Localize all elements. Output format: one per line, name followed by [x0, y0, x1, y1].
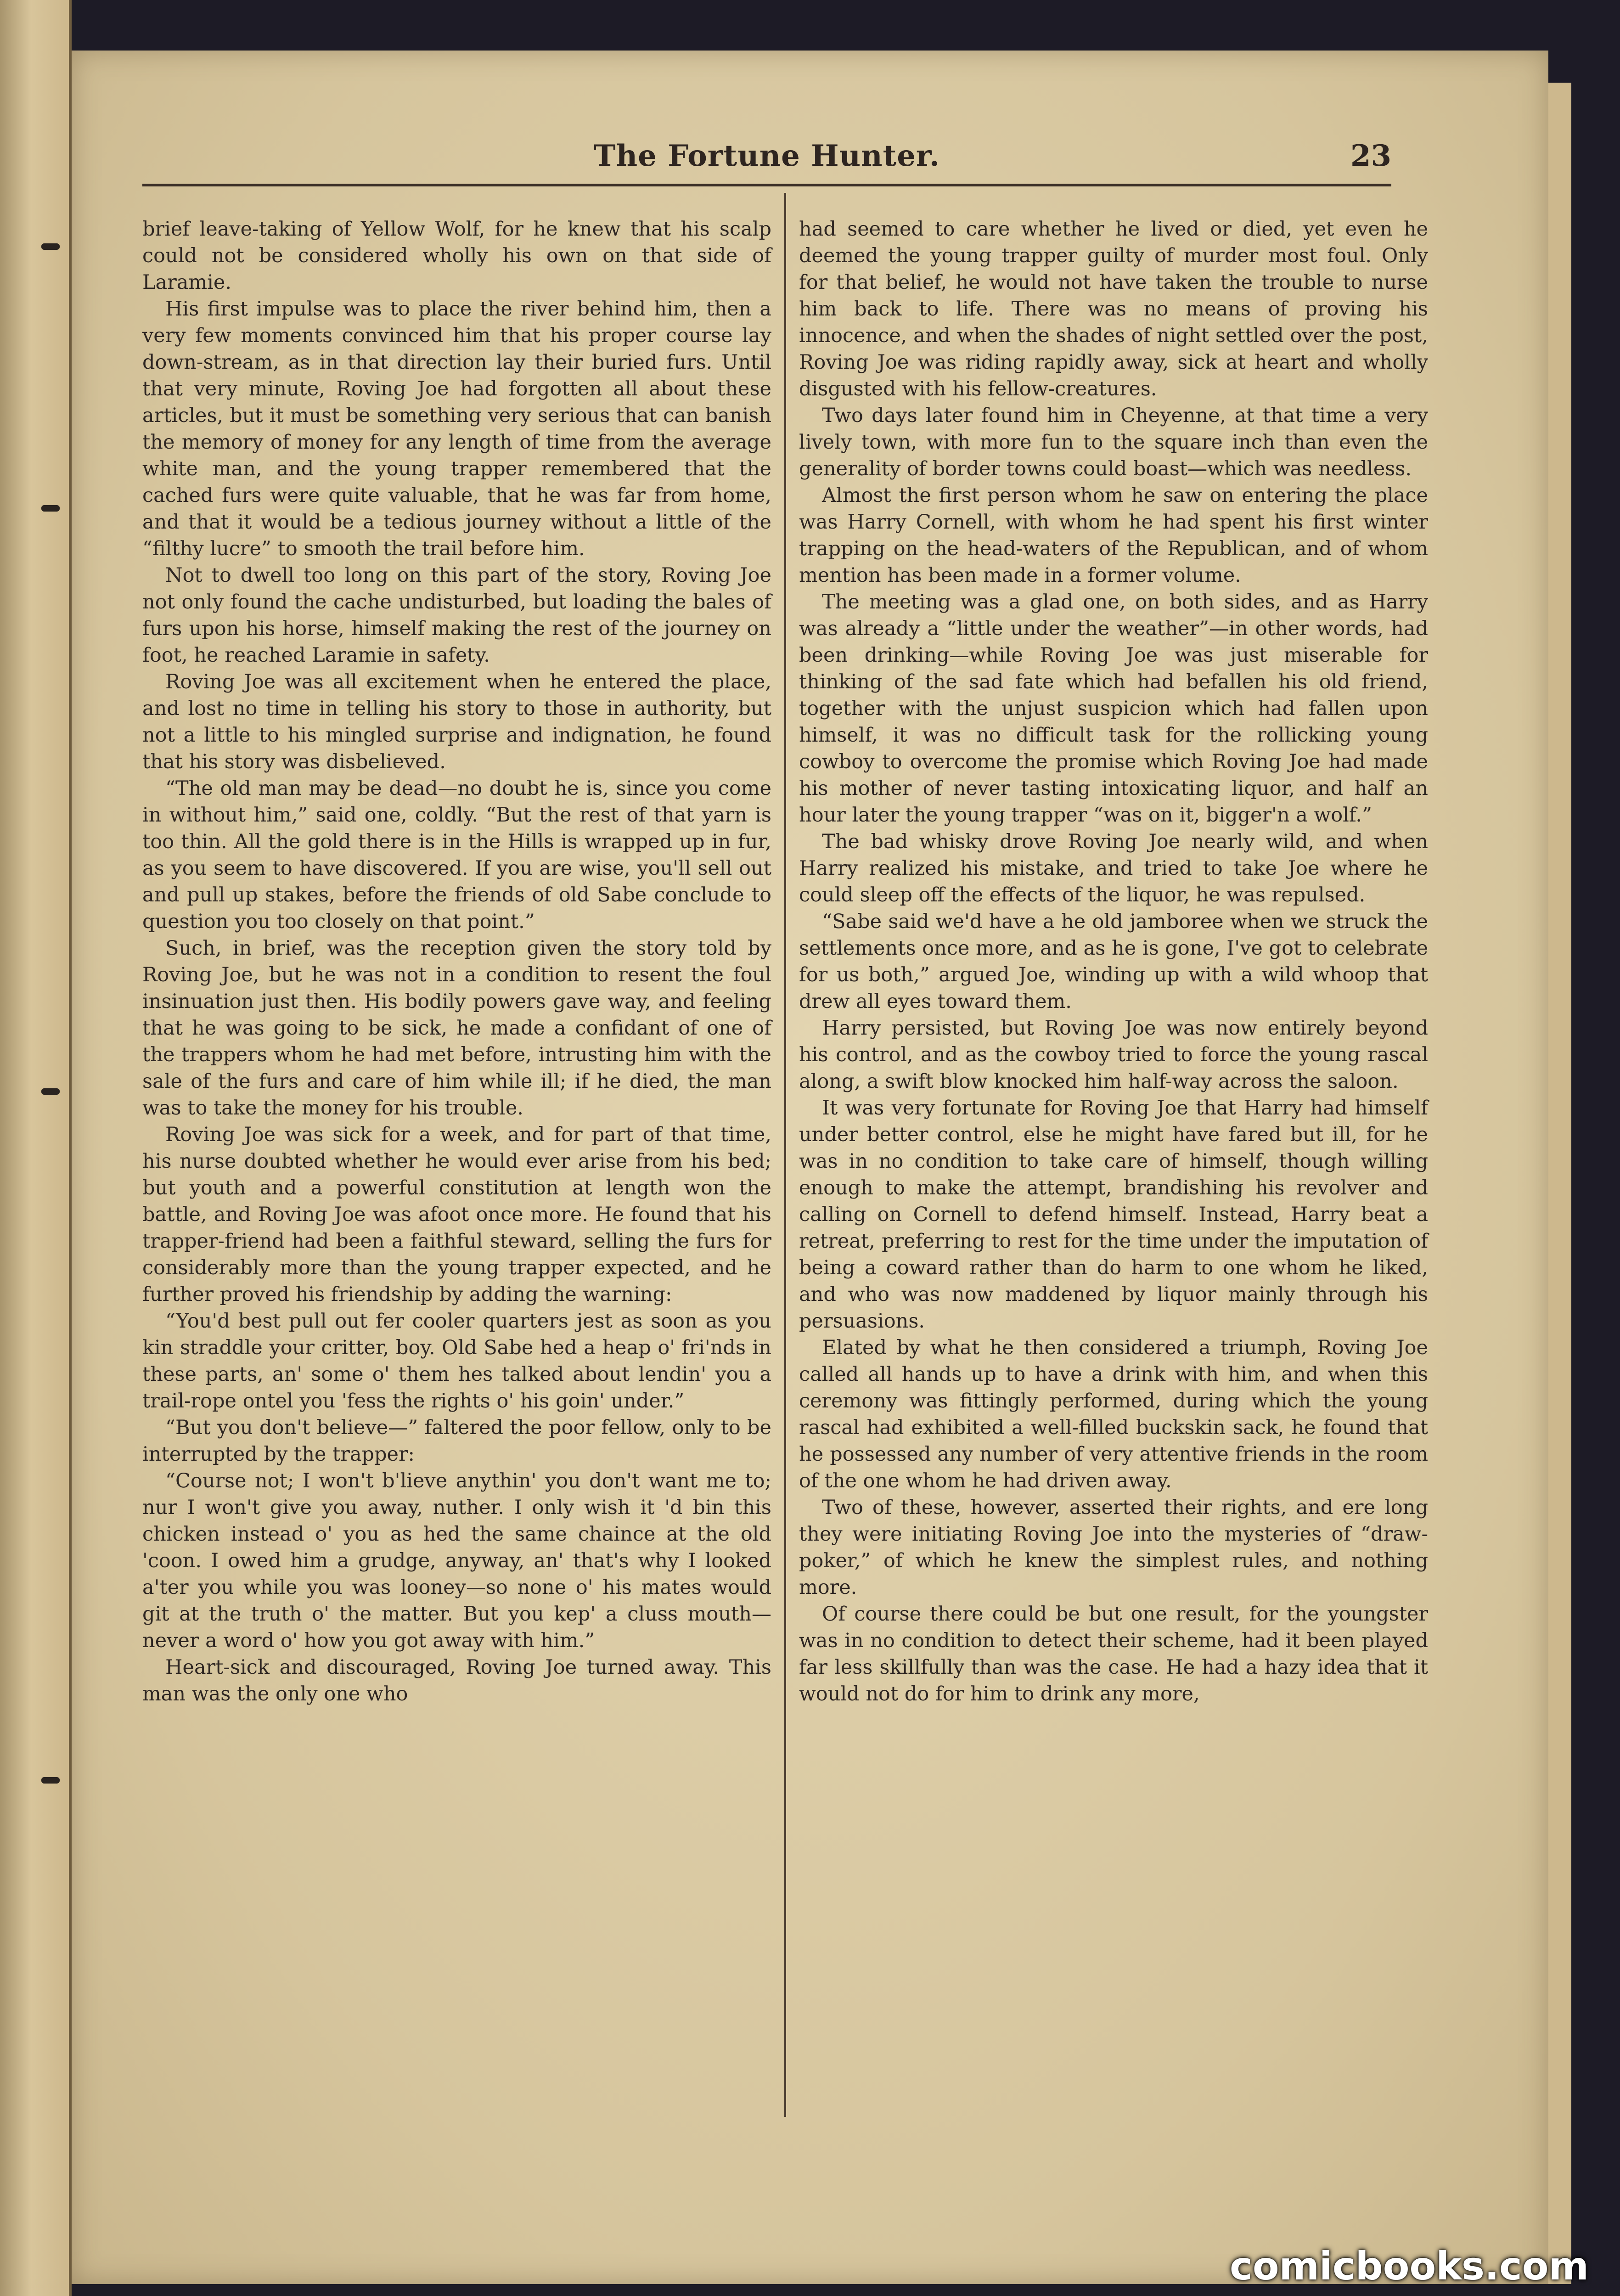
paragraph: Harry persisted, but Roving Joe was now entirely beyond his control, and as the cowboy tried to force the young rascal along, a swift blow knocked him half-way across the saloon.: [799, 1017, 1428, 1093]
paragraph: It was very fortunate for Roving Joe that Harry had himself under better control, else he might have fared but ill, for he was in no condition to take care of himself, though willing enough to make the attempt, brandishing his revolver and calling on Cornell to defend himself. Instead, Harry beat a retreat, preferring to rest for the time under the imputation of being a coward rather than do harm to one whom he liked, and who was now maddened by liquor mainly through his persuasions.: [799, 1097, 1428, 1333]
site-watermark: comicbooks.com: [1230, 2244, 1589, 2289]
paragraph: Almost the first person whom he saw on entering the place was Harry Cornell, with whom he had spent his first winter trapping on the head-waters of the Republican, and of whom mention has been made in a former volume.: [799, 484, 1428, 587]
paragraph: “Course not; I won't b'lieve anythin' you don't want me to; nur I won't give you away, nuther. I only wish it 'd bin this chicken instead o' you as hed the same chaince at the old 'coon. I owed him a grudge, anyway, an' that's why I looked a'ter you while you was looney—so none o' his mates would git at the truth o' the matter. But you kep' a cluss mouth—never a word o' how you got away with him.”: [142, 1469, 771, 1652]
stitch-hole: [41, 1777, 60, 1784]
page-title: The Fortune Hunter.: [593, 139, 940, 173]
paragraph: Not to dwell too long on this part of the story, Roving Joe not only found the cache undisturbed, but loading the bales of furs upon his horse, himself making the rest of the journey on foot, he reached Laramie in safety.: [142, 564, 771, 667]
running-head: [142, 133, 1391, 186]
paragraph: Heart-sick and discouraged, Roving Joe turned away. This man was the only one who: [142, 1656, 771, 1705]
text-column-left: [142, 216, 771, 1707]
paragraph: The meeting was a glad one, on both sides, and as Harry was already a “little under the weather”—in other words, had been drinking—while Roving Joe was just miserable for thinking of the sad fate which had befallen his old friend, together with the unjust suspicion which had fallen upon himself, it was no difficult task for the rollicking young cowboy to overcome the promise which Roving Joe had made his mother of never tasting intoxicating liquor, and half an hour later the young trapper “was on it, bigger'n a wolf.”: [799, 591, 1428, 827]
paragraph: Such, in brief, was the reception given the story told by Roving Joe, but he was not in a condition to resent the foul insinuation just then. His bodily powers gave way, and feeling that he was going to be sick, he made a confidant of one of the trappers whom he had met before, intrusting him with the sale of the furs and care of him while ill; if he died, the man was to take the money for his trouble.: [142, 937, 771, 1120]
stitch-hole: [41, 243, 60, 250]
column-divider: [784, 193, 786, 2117]
paragraph: Two days later found him in Cheyenne, at that time a very lively town, with more fun to the square inch than even the generality of border towns could boast—which was needless.: [799, 404, 1428, 480]
paragraph: had seemed to care whether he lived or died, yet even he deemed the young trapper guilty of murder most foul. Only for that belief, he would not have taken the trouble to nurse him back to life. There was no means of proving his innocence, and when the shades of night settled over the post, Roving Joe was riding rapidly away, sick at heart and wholly disgusted with his fellow-creatures.: [799, 218, 1428, 400]
paragraph: Roving Joe was sick for a week, and for part of that time, his nurse doubted whether he would ever arise from his bed; but youth and a powerful constitution at length won the battle, and Roving Joe was afoot once more. He found that his trapper-friend had been a faithful steward, selling the furs for considerably more than the young trapper expected, and he further proved his friendship by adding the warning:: [142, 1123, 771, 1306]
page-stack-edge: [1548, 83, 1571, 2284]
paragraph: “But you don't believe—” faltered the poor fellow, only to be interrupted by the trapper:: [142, 1416, 771, 1466]
paragraph: Two of these, however, asserted their rights, and ere long they were initiating Roving Joe into the mysteries of “draw-poker,” of which he knew the simplest rules, and nothing more.: [799, 1496, 1428, 1599]
stitch-hole: [41, 505, 60, 512]
paragraph: “You'd best pull out fer cooler quarters jest as soon as you kin straddle your critter, boy. Old Sabe hed a heap o' fri'nds in these parts, an' some o' them hes talked about lendin' you a trail-rope ontel you 'fess the rights o' his goin' under.”: [142, 1310, 771, 1412]
paragraph: “Sabe said we'd have a he old jamboree when we struck the settlements once more, and as he is gone, I've got to celebrate for us both,” argued Joe, winding up with a wild whoop that drew all eyes toward them.: [799, 910, 1428, 1013]
stitch-hole: [41, 1088, 60, 1095]
paragraph: brief leave-taking of Yellow Wolf, for he knew that his scalp could not be considered wholly his own on that side of Laramie.: [142, 218, 771, 294]
binding-spine: [0, 0, 69, 2296]
paragraph: His first impulse was to place the river behind him, then a very few moments convinced him that his proper course lay down-stream, as in that direction lay their buried furs. Until that very minute, Roving Joe had forgotten all about these articles, but it must be something very serious that can banish the memory of money for any length of time from the average white man, and the young trapper remembered that the cached furs were quite valuable, that he was far from home, and that it would be a tedious journey without a little of the “filthy lucre” to smooth the trail before him.: [142, 298, 771, 560]
paragraph: Elated by what he then considered a triumph, Roving Joe called all hands up to have a drink with him, and when this ceremony was fittingly performed, during which the young rascal had exhibited a well-filled buckskin sack, he found that he possessed any number of very attentive friends in the room of the one whom he had driven away.: [799, 1336, 1428, 1492]
paragraph: Roving Joe was all excitement when he entered the place, and lost no time in telling his story to those in authority, but not a little to his mingled surprise and indignation, he found that his story was disbelieved.: [142, 670, 771, 773]
text-column-right: [799, 216, 1428, 1707]
paragraph: The bad whisky drove Roving Joe nearly wild, and when Harry realized his mistake, and tried to take Joe where he could sleep off the effects of the liquor, he was repulsed.: [799, 830, 1428, 906]
paragraph: “The old man may be dead—no doubt he is, since you come in without him,” said one, coldly. “But the rest of that yarn is too thin. All the gold there is in the Hills is wrapped up in fur, as you seem to have discovered. If you are wise, you'll sell out and pull up stakes, before the friends of old Sabe conclude to question you too closely on that point.”: [142, 777, 771, 933]
page-number: 23: [1350, 139, 1391, 173]
paragraph: Of course there could be but one result, for the youngster was in no condition to detect their scheme, had it been played far less skillfully than was the case. He had a hazy idea that it would not do for him to drink any more,: [799, 1603, 1428, 1705]
